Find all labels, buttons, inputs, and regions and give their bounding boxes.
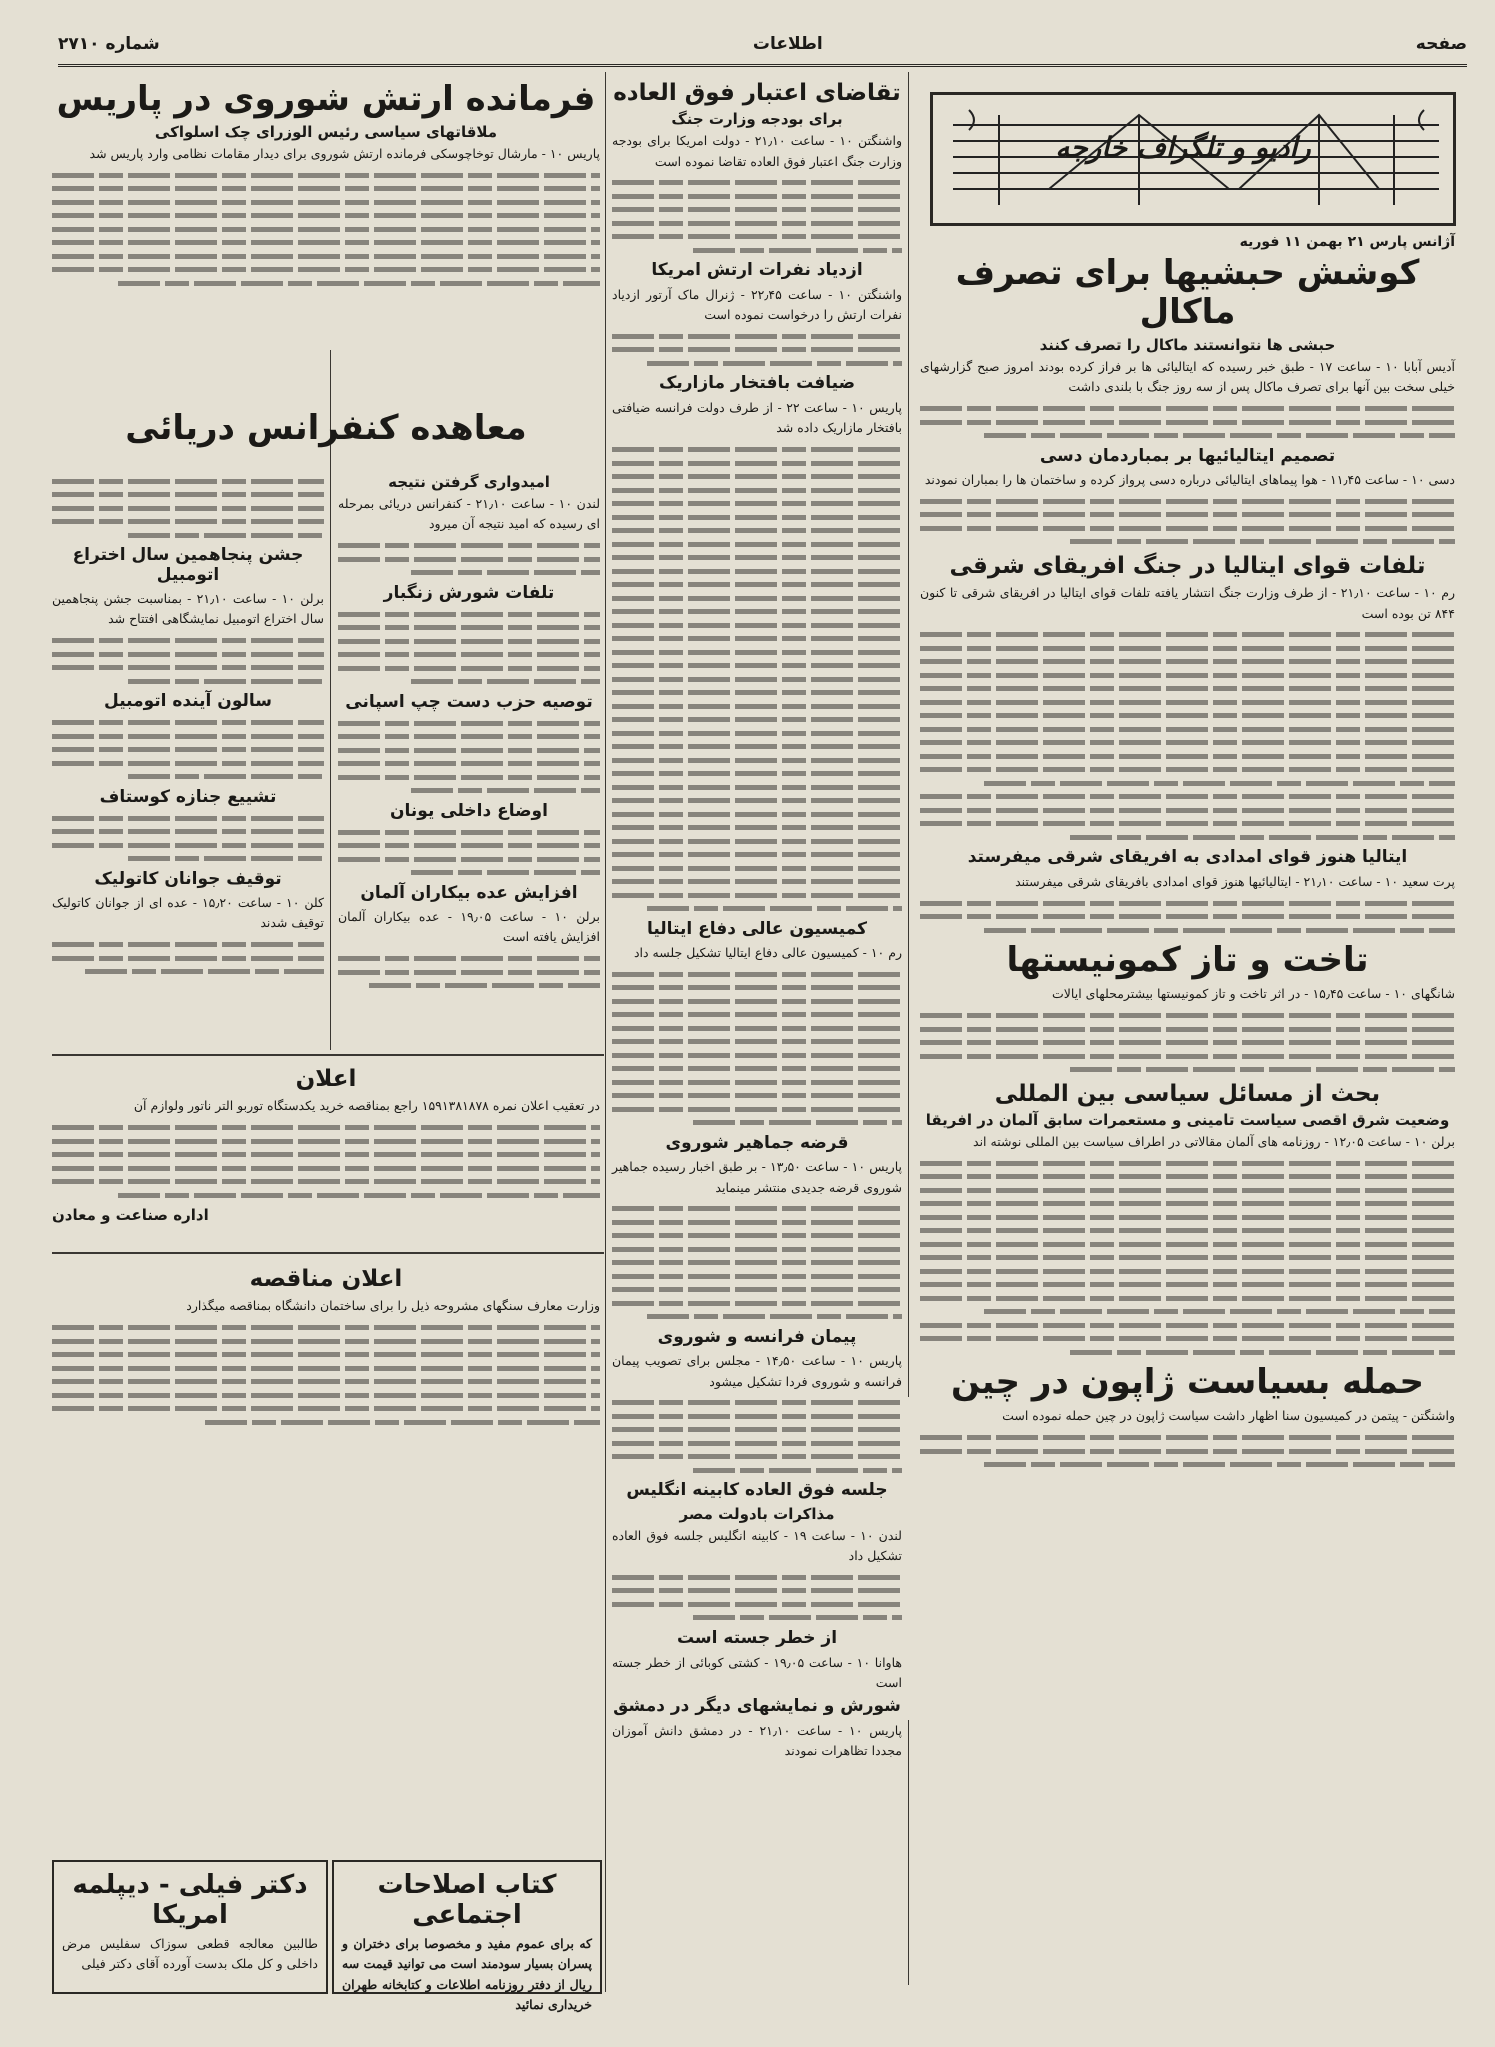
column-rule: [908, 1720, 909, 1985]
text-line: [52, 506, 324, 511]
notice-tender: [52, 1262, 600, 1477]
text-line: [612, 812, 902, 817]
text-line: [52, 240, 600, 245]
text-line: [612, 1039, 902, 1044]
text-line: [920, 1296, 1455, 1301]
text-line: [338, 843, 600, 848]
notice-title: دکتر فیلی - دیپلمه امریکا: [72, 1870, 308, 1930]
text-line: [984, 781, 1455, 786]
text-line: [612, 1080, 902, 1085]
text-line: [984, 1309, 1455, 1314]
article-paragraph: پاریس ۱۰ - ساعت ۱۴٫۵۰ - مجلس برای تصویب پیمان فرانسه و شوروی فردا تشکیل میشود: [612, 1353, 903, 1389]
section-headline: سالون آینده اتومبیل: [104, 691, 272, 712]
text-line: [612, 839, 902, 844]
text-line: [52, 1352, 600, 1357]
text-line: [52, 665, 324, 670]
notice-title: اعلان مناقصه: [249, 1266, 403, 1292]
article-paragraph: هاوانا ۱۰ - ساعت ۱۹٫۰۵ - کشتی کوبائی از خطر جسته است: [612, 1654, 902, 1690]
article-paragraph: پاریس ۱۰ - ساعت ۱۳٫۵۰ - بر طبق اخبار رسیده جماهیر شوروی قرضه جدیدی منتشر مینماید: [612, 1159, 902, 1195]
text-line: [411, 570, 600, 575]
article-paragraph: پاریس ۱۰ - ساعت ۲۱٫۱۰ - در دمشق دانش آموزان مجددا تظاهرات نمودند: [612, 1722, 902, 1758]
section-headline: توصیه حزب دست چپ اسپانی: [345, 691, 593, 712]
text-line: [612, 879, 902, 884]
text-line: [612, 985, 902, 990]
section-headline: جلسه فوق العاده کابینه انگلیس: [626, 1480, 888, 1501]
article-paragraph: پاریس ۱۰ - مارشال توخاچوسکی فرمانده ارتش شوروی برای دیدار مقامات نظامی وارد پاریس شد: [89, 146, 600, 162]
text-line: [128, 856, 324, 861]
text-line: [920, 1336, 1455, 1341]
text-line: [52, 1325, 600, 1330]
column-rule: [605, 72, 606, 1992]
section-headline: تلفات قوای ایتالیا در جنگ افریقای شرقی: [949, 552, 1426, 579]
text-line: [612, 1066, 902, 1071]
notice-doctor: [52, 1860, 328, 1994]
text-line: [612, 1026, 902, 1031]
text-line: [612, 569, 902, 574]
text-line: [52, 173, 600, 178]
text-line: [920, 1242, 1455, 1247]
text-line: [52, 479, 324, 484]
text-line: [984, 433, 1455, 438]
masthead: [58, 24, 1467, 67]
article-paragraph: واشنگتن ۱۰ - ساعت ۲۱٫۱۰ - دولت امریکا برای بودجه وزارت جنگ اعتبار فوق العاده تقاضا نموده است: [612, 133, 902, 169]
section-headline: معاهده کنفرانس دریائی: [125, 408, 527, 448]
text-line: [118, 1193, 600, 1198]
text-line: [920, 821, 1455, 826]
text-line: [612, 771, 902, 776]
text-line: [52, 254, 600, 259]
text-line: [612, 1414, 902, 1419]
text-line: [612, 1260, 902, 1265]
text-line: [647, 361, 902, 366]
text-line: [52, 956, 324, 961]
section-subheadline: مذاکرات بادولت مصر: [679, 1504, 835, 1523]
text-line: [920, 1269, 1455, 1274]
text-line: [693, 1468, 902, 1473]
text-line: [52, 829, 324, 834]
text-line: [984, 1462, 1455, 1467]
main-subheadline: حبشی ها نتوانستند ماکال را تصرف کنند: [1039, 336, 1336, 355]
text-line: [920, 659, 1455, 664]
text-line: [920, 1228, 1455, 1233]
text-line: [920, 1013, 1455, 1018]
section-headline: ایتالیا هنوز قوای امدادی به افریقای شرقی میفرستد: [967, 847, 1408, 868]
section-headline: پیمان فرانسه و شوروی: [657, 1326, 857, 1347]
text-line: [52, 761, 324, 766]
text-line: [612, 785, 902, 790]
text-line: [920, 686, 1455, 691]
notice-footer: اداره صناعت و معادن: [52, 1206, 209, 1225]
article-paragraph: رم ۱۰ - کمیسیون عالی دفاع ایتالیا تشکیل جلسه داد: [633, 945, 902, 961]
text-line: [920, 1449, 1455, 1454]
text-line: [338, 543, 600, 548]
section-headline: افزایش عده بیکاران آلمان: [360, 882, 578, 903]
section-headline: فرمانده ارتش شوروی در پاریس: [56, 79, 596, 119]
article-paragraph: شانگهای ۱۰ - ساعت ۱۵٫۴۵ - در اثر تاخت و تاز کمونیستها بیشترمحلهای ایالات: [1052, 986, 1455, 1002]
radio-logo-box: [930, 92, 1456, 226]
notice-title: اعلان: [295, 1066, 357, 1092]
text-line: [612, 1247, 902, 1252]
main-headline: کوشش حبشیها برای تصرف ماکال: [955, 253, 1420, 333]
notice-title: کتاب اصلاحات اجتماعی: [377, 1870, 557, 1930]
section-headline: شورش و نمایشهای دیگر در دمشق: [613, 1696, 901, 1717]
section-headline: تاخت و تاز کمونیستها: [1006, 940, 1369, 981]
section-headline: کمیسیون عالی دفاع ایتالیا: [646, 918, 868, 939]
text-line: [338, 761, 600, 766]
text-line: [338, 666, 600, 671]
text-line: [920, 632, 1455, 637]
article-paragraph: لندن ۱۰ - ساعت ۱۹ - کابینه انگلیس جلسه فوق العاده تشکیل داد: [612, 1527, 902, 1564]
text-line: [612, 461, 902, 466]
text-line: [920, 1323, 1455, 1328]
text-line: [920, 1282, 1455, 1287]
text-line: [338, 748, 600, 753]
text-line: [52, 519, 324, 524]
text-line: [338, 639, 600, 644]
notice-book: [332, 1860, 602, 2012]
text-line: [920, 646, 1455, 651]
text-line: [612, 704, 902, 709]
text-line: [920, 1255, 1455, 1260]
text-line: [52, 492, 324, 497]
text-line: [128, 774, 324, 779]
text-line: [920, 901, 1455, 906]
text-line: [338, 956, 600, 961]
text-line: [920, 1201, 1455, 1206]
text-line: [52, 227, 600, 232]
text-line: [52, 1166, 600, 1171]
text-line: [612, 542, 902, 547]
section-headline: توقیف جوانان کاتولیک: [94, 868, 282, 889]
section-headline: بحث از مسائل سیاسی بین المللی: [994, 1080, 1381, 1107]
text-line: [612, 650, 902, 655]
text-line: [920, 512, 1455, 517]
text-line: [612, 798, 902, 803]
text-line: [1070, 1350, 1455, 1355]
text-line: [612, 1400, 902, 1405]
text-line: [52, 213, 600, 218]
article-paragraph: آدیس آبابا ۱۰ - ساعت ۱۷ - طبق خبر رسیده که ایتالیائی ها بر فراز کرده بودند امروز صبح گزارشهای خیلی سخت بین آنها برای تصرف ماکال پس از سه روز جنگ با بلندی داشت: [920, 359, 1455, 395]
text-line: [411, 679, 600, 684]
text-line: [920, 754, 1455, 759]
text-line: [612, 677, 902, 682]
section-headline: تقاضای اعتبار فوق العاده: [613, 80, 901, 106]
article-paragraph: برلن ۱۰ - ساعت ۲۱٫۱۰ - بمناسبت جشن پنجاهمین سال اختراع اتومبیل نمایشگاهی افتتاح شد: [52, 591, 324, 627]
text-line: [612, 636, 902, 641]
text-line: [338, 734, 600, 739]
article-paragraph: برلن ۱۰ - ساعت ۱۲٫۰۵ - روزنامه های آلمان مقالاتی در اطراف سیاست بین المللی نوشته اند: [973, 1134, 1455, 1149]
left-middle-column: [338, 470, 600, 1050]
text-line: [612, 1427, 902, 1432]
text-line: [612, 609, 902, 614]
dateline: آژانس پارس ۲۱ بهمن ۱۱ فوریه: [1239, 234, 1455, 250]
text-line: [920, 1027, 1455, 1032]
text-line: [338, 625, 600, 630]
text-line: [612, 447, 902, 452]
text-line: [612, 1012, 902, 1017]
text-line: [612, 1274, 902, 1279]
article-paragraph: لندن ۱۰ - ساعت ۲۱٫۱۰ - کنفرانس دریائی بمرحله ای رسیده که امید نتیجه آن میرود: [338, 496, 600, 532]
text-line: [1070, 539, 1455, 544]
text-line: [52, 942, 324, 947]
text-line: [647, 906, 902, 911]
text-line: [920, 767, 1455, 772]
text-line: [338, 612, 600, 617]
text-line: [1070, 1067, 1455, 1072]
text-line: [612, 866, 902, 871]
section-headline: تلفات شورش زنگبار: [383, 582, 555, 603]
text-line: [612, 207, 902, 212]
text-line: [920, 1188, 1455, 1193]
text-line: [612, 999, 902, 1004]
text-line: [612, 1093, 902, 1098]
text-line: [612, 663, 902, 668]
text-line: [920, 1054, 1455, 1059]
text-line: [612, 582, 902, 587]
section-headline: ازدیاد نفرات ارتش امریکا: [651, 260, 863, 281]
notice-text: که برای عموم مفید و مخصوصا برای دختران و پسران بسیار سودمند است می توانید قیمت سه ریال از دفتر روزنامه اطلاعات و کتابخانه طهران خریداری نمائید: [342, 1936, 592, 2012]
text-line: [1070, 835, 1455, 840]
text-line: [338, 652, 600, 657]
text-line: [612, 515, 902, 520]
text-line: [52, 267, 600, 272]
text-line: [612, 758, 902, 763]
text-line: [612, 221, 902, 226]
text-line: [612, 347, 902, 352]
text-line: [612, 744, 902, 749]
text-line: [612, 501, 902, 506]
text-line: [52, 843, 324, 848]
notice-ad: [52, 1062, 600, 1252]
text-line: [612, 488, 902, 493]
section-headline: تصمیم ایتالیائیها بر بمباردمان دسی: [1039, 445, 1336, 466]
text-line: [118, 281, 600, 286]
text-line: [52, 1152, 600, 1157]
text-line: [612, 194, 902, 199]
notice-text: وزارت معارف سنگهای مشروحه ذیل را برای ساختمان دانشگاه بمناقصه میگذارد: [186, 1298, 600, 1314]
radio-logo-text: رادیو و تلگراف خارجه: [1055, 131, 1311, 164]
section-rule: [52, 1054, 604, 1056]
text-line: [128, 679, 324, 684]
article-paragraph: کلن ۱۰ - ساعت ۱۵٫۲۰ - عده ای از جوانان کاتولیک توقیف شدند: [52, 895, 325, 931]
page-label: صفحه: [1415, 34, 1467, 54]
text-line: [52, 1366, 600, 1371]
text-line: [920, 1215, 1455, 1220]
text-line: [52, 747, 324, 752]
text-line: [920, 1040, 1455, 1045]
text-line: [920, 499, 1455, 504]
text-line: [52, 816, 324, 821]
text-line: [612, 1602, 902, 1607]
text-line: [693, 1615, 902, 1620]
text-line: [612, 1441, 902, 1446]
text-line: [612, 528, 902, 533]
section-headline: قرضه جماهیر شوروی: [665, 1132, 849, 1153]
text-line: [612, 690, 902, 695]
text-line: [52, 720, 324, 725]
text-line: [612, 1301, 902, 1306]
naval-headline-block: [52, 405, 600, 465]
text-line: [693, 248, 902, 253]
text-line: [920, 914, 1455, 919]
text-line: [52, 1406, 600, 1411]
left-most-column: [52, 470, 324, 1050]
text-line: [338, 557, 600, 562]
text-line: [647, 1314, 902, 1319]
text-line: [920, 727, 1455, 732]
text-line: [612, 234, 902, 239]
article-paragraph: رم ۱۰ - ساعت ۲۱٫۱۰ - از طرف وزارت جنگ انتشار یافته تلفات قوای ایتالیا در افریقای شرقی تا کنون ۸۴۴ تن بوده است: [920, 585, 1455, 621]
section-headline: ضیافت بافتخار مازاریک: [658, 373, 856, 394]
text-line: [920, 406, 1455, 411]
middle-right-column: [612, 76, 902, 1991]
text-line: [612, 1220, 902, 1225]
text-line: [612, 1575, 902, 1580]
section-headline: حمله بسیاست ژاپون در چین: [951, 1362, 1424, 1403]
text-line: [693, 1120, 902, 1125]
text-line: [920, 808, 1455, 813]
text-line: [338, 775, 600, 780]
text-line: [920, 1161, 1455, 1166]
text-line: [338, 857, 600, 862]
text-line: [52, 638, 324, 643]
text-line: [612, 1588, 902, 1593]
section-subheadline: برای بودجه وزارت جنگ: [671, 110, 843, 129]
text-line: [612, 334, 902, 339]
text-line: [920, 740, 1455, 745]
section-subheadline: ملاقاتهای سیاسی رئیس الوزرای چک اسلواکی: [154, 123, 498, 142]
text-line: [52, 1379, 600, 1384]
article-paragraph: برلن ۱۰ - ساعت ۱۹٫۰۵ - عده بیکاران آلمان افزایش یافته است: [338, 909, 600, 945]
text-line: [920, 673, 1455, 678]
article-paragraph: واشنگتن ۱۰ - ساعت ۲۲٫۴۵ - ژنرال ماک آرتور ازدیاد نفرات ارتش را درخواست نموده است: [612, 286, 902, 323]
text-line: [52, 734, 324, 739]
left-top-block: [52, 76, 600, 346]
text-line: [920, 1435, 1455, 1440]
text-line: [612, 596, 902, 601]
section-subheadline: وضعیت شرق اقصی سیاست تامینی و مستعمرات سابق آلمان در افریقا: [925, 1111, 1450, 1129]
right-column: [920, 226, 1455, 1996]
article-paragraph: دسی ۱۰ - ساعت ۱۱٫۴۵ - هوا پیماهای ایتالیائی درباره دسی پرواز کرده و ساختمان ها را بمباران نمودند: [924, 472, 1455, 488]
section-subheadline: امیدواری گرفتن نتیجه: [388, 473, 550, 491]
text-line: [612, 1107, 902, 1112]
text-line: [612, 1053, 902, 1058]
text-line: [612, 731, 902, 736]
text-line: [85, 969, 324, 974]
text-line: [369, 983, 600, 988]
text-line: [612, 474, 902, 479]
text-line: [612, 1233, 902, 1238]
text-line: [52, 1179, 600, 1184]
text-line: [612, 825, 902, 830]
text-line: [612, 893, 902, 898]
text-line: [205, 1420, 600, 1425]
text-line: [52, 1125, 600, 1130]
text-line: [920, 1174, 1455, 1179]
text-line: [52, 652, 324, 657]
text-line: [612, 972, 902, 977]
text-line: [128, 533, 324, 538]
section-headline: تشییع جنازه کوستاف: [99, 786, 277, 807]
text-line: [52, 200, 600, 205]
text-line: [52, 1139, 600, 1144]
text-line: [612, 1454, 902, 1459]
text-line: [920, 700, 1455, 705]
column-rule: [908, 72, 909, 1397]
section-rule: [52, 1252, 604, 1254]
text-line: [338, 721, 600, 726]
text-line: [612, 555, 902, 560]
text-line: [920, 713, 1455, 718]
section-headline: جشن پنجاهمین سال اختراع اتومبیل: [72, 545, 304, 585]
text-line: [920, 794, 1455, 799]
text-line: [411, 870, 600, 875]
notice-text: طالبین معالجه قطعی سوزاک سفلیس مرض داخلی و کل ملک بدست آورده آقای دکتر فیلی: [62, 1936, 318, 1972]
section-headline: از خطر جسته است: [676, 1627, 838, 1648]
text-line: [612, 852, 902, 857]
text-line: [52, 1339, 600, 1344]
text-line: [612, 623, 902, 628]
text-line: [338, 970, 600, 975]
article-paragraph: پرت سعید ۱۰ - ساعت ۲۱٫۱۰ - ایتالیائیها هنوز قوای امدادی بافریقای شرقی میفرستند: [1015, 873, 1455, 889]
text-line: [920, 420, 1455, 425]
text-line: [411, 788, 600, 793]
issue-number: شماره ۲۷۱۰: [58, 34, 160, 54]
text-line: [920, 526, 1455, 531]
notice-text: در تعقیب اعلان نمره ۱۵۹۱۳۸۱۸۷۸ راجع بمناقصه خرید یکدستگاه توربو التر ناتور ولوازم آن: [133, 1098, 600, 1114]
text-line: [52, 1393, 600, 1398]
text-line: [338, 830, 600, 835]
text-line: [612, 717, 902, 722]
paper-name: اطلاعات: [752, 34, 823, 54]
text-line: [612, 180, 902, 185]
text-line: [52, 186, 600, 191]
text-line: [984, 928, 1455, 933]
text-line: [612, 1287, 902, 1292]
article-paragraph: پاریس ۱۰ - ساعت ۲۲ - از طرف دولت فرانسه ضیافتی بافتخار مازاریک داده شد: [612, 400, 902, 436]
article-paragraph: واشنگتن - پیتمن در کمیسیون سنا اظهار داشت سیاست ژاپون در چین حمله نموده است: [1002, 1408, 1455, 1424]
text-line: [612, 1206, 902, 1211]
section-headline: اوضاع داخلی یونان: [390, 800, 548, 821]
